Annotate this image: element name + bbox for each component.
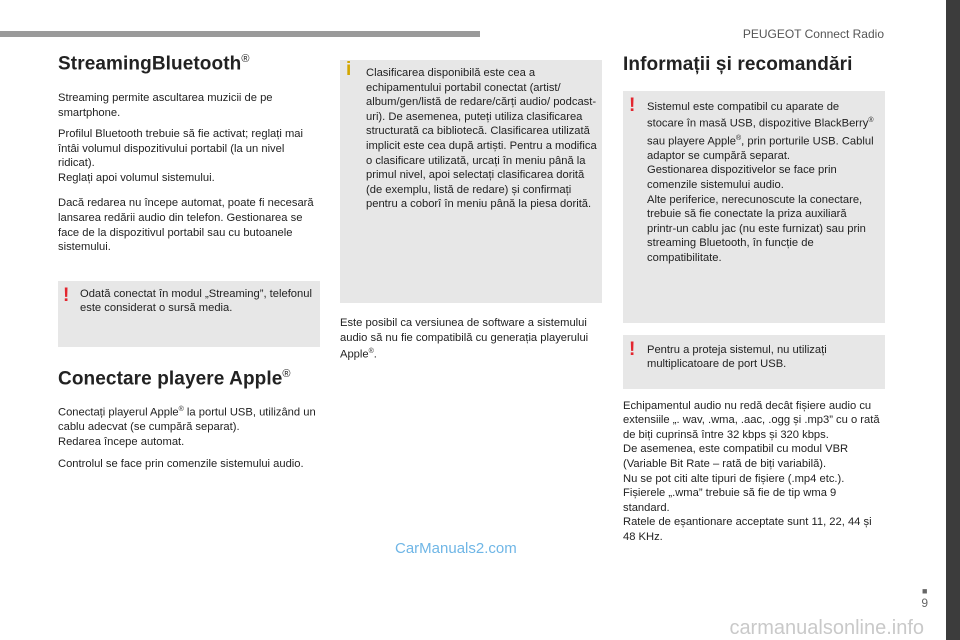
paragraph: Controlul se face prin comenzile sistemului audio. (58, 458, 304, 471)
warning-text: Pentru a proteja sistemul, nu utilizați multiplicatoare de port USB. (647, 343, 827, 371)
header-bar (0, 31, 480, 37)
page-edge-strip (946, 0, 960, 640)
section-title-info: Informații și recomandări (623, 54, 853, 75)
info-text: Clasificarea disponibilă este cea a echipamentului portabil conectat (artist/ album/gen/listă de redare/cărți audio/ podcast-uri). De asemenea, puteți utiliza clasificarea structurată ca bibliotecă. Clasificarea utilizată implicit este cea după artiști. Pentru a modifica o clasificare utilizată, urcați în meniu până la primul nivel, apoi selectați clasificarea dorită (de exemplu, listă de redare) și confirmați pentru a coborî în meniu până la piesa dorită. (366, 67, 597, 211)
paragraph: Redarea începe automat. (58, 435, 185, 448)
paragraph: Ratele de eșantionare acceptate sunt 11, 22, 44 și 48 KHz. (623, 516, 872, 543)
column-left (58, 52, 320, 472)
column-middle (340, 60, 602, 363)
paragraph: De asemenea, este compatibil cu modul VBR (Variable Bit Rate – rată de biți variabilă). (623, 443, 849, 470)
warning-box (58, 281, 320, 347)
paragraph: Profilul Bluetooth trebuie să fie activat; reglați mai întâi volumul dispozitivului portabil (la un nivel ridicat). (58, 128, 304, 170)
watermark-url: carmanualsonline.info (729, 617, 924, 639)
paragraph: Streaming permite ascultarea muzicii de pe smartphone. (58, 91, 273, 119)
warning-box-compat (623, 91, 885, 323)
warning-text: Sistemul este compatibil cu aparate de stocare în masă USB, dispozitive BlackBerry® sau playere Apple®, prin porturile USB. Cablul adaptor se cumpără separat. Gestionarea dispozitivelor se face prin comenzile sistemului audio. Alte periferice, nerecunoscute la conectare, trebuie să fie conectate la priza auxiliară printr-un cablu jac (nu este furnizat) sau prin streaming Bluetooth, în funcție de compatibilitate. (647, 100, 874, 264)
paragraph: Nu se pot citi alte tipuri de fișiere (.mp4 etc.). (623, 472, 845, 485)
paragraph: Echipamentul audio nu redă decât fișiere audio cu extensiile „. wav, .wma, .aac, .ogg și .mp3” cu o rată de biți cuprinsă între 32 kbps și 320 kbps. (623, 399, 880, 441)
paragraph: Dacă redarea nu începe automat, poate fi necesară lansarea redării audio din telefon. Gestionarea se face de la dispozitivul portabil sau cu butoanele sistemului. (58, 197, 314, 254)
column-right (623, 54, 885, 545)
manual-title: PEUGEOT Connect Radio (742, 27, 884, 41)
warning-icon: ! (63, 284, 70, 306)
section-title-streaming: StreamingBluetooth® (58, 53, 250, 75)
paragraph: Conectați playerul Apple® la portul USB, utilizând un cablu adecvat (se cumpără separat). (58, 405, 316, 434)
info-box (340, 60, 602, 303)
warning-box-usb (623, 335, 885, 389)
section-title-apple: Conectare playere Apple® (58, 367, 291, 390)
warning-icon: ! (629, 94, 636, 116)
info-icon: i (346, 59, 352, 80)
warning-text: Odată conectat în modul „Streaming”, telefonul este considerat o sursă media. (80, 287, 312, 315)
paragraph: Este posibil ca versiunea de software a sistemului audio să nu fie compatibilă cu generația playerului Apple®. (340, 317, 589, 361)
paragraph: Fișierele „.wma” trebuie să fie de tip wma 9 standard. (623, 487, 837, 514)
warning-icon: ! (629, 338, 636, 360)
paragraph: Reglați apoi volumul sistemului. (58, 171, 215, 184)
page-number: ■ 9 (921, 586, 928, 610)
watermark-logo: CarManuals2.com (395, 540, 517, 557)
